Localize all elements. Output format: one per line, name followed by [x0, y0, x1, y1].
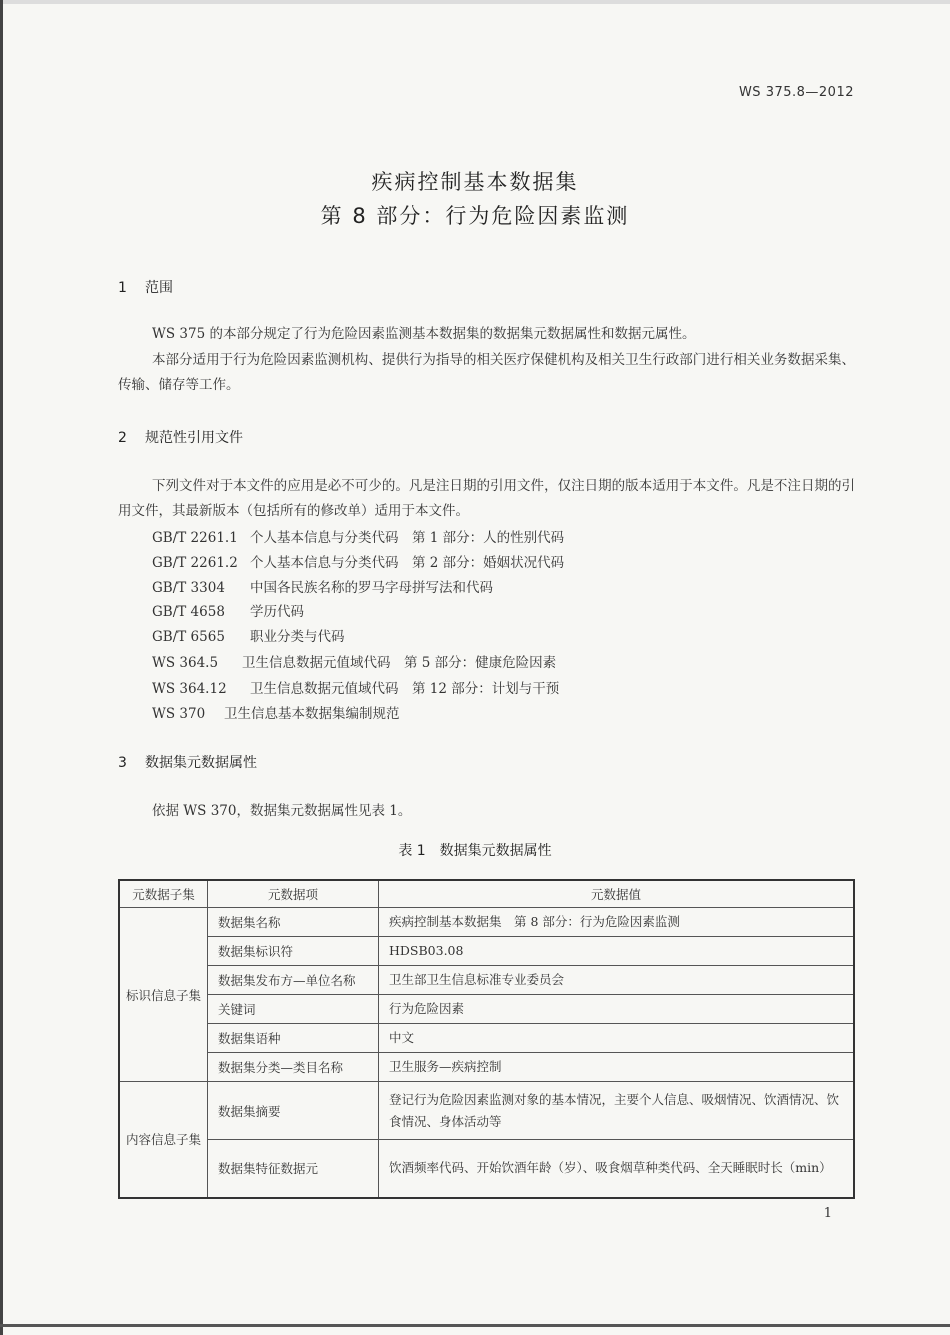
- section-number: 1: [118, 280, 127, 296]
- item-cell: 数据集名称: [208, 908, 379, 937]
- table-row: [119, 1024, 854, 1053]
- value-cell: HDSB03.08: [379, 937, 855, 966]
- reference-code: GB/T 2261.1: [152, 530, 238, 546]
- metadata-table: [118, 879, 855, 1199]
- reference-code: WS 364.5: [152, 655, 219, 671]
- subset-cell: 内容信息子集: [119, 1082, 208, 1198]
- section-title: 数据集元数据属性: [145, 755, 257, 771]
- section-number: 2: [118, 430, 127, 446]
- table-row: [119, 1140, 854, 1198]
- document-code: WS 375.8—2012: [738, 85, 854, 100]
- document-title: 疾病控制基本数据集: [371, 170, 579, 194]
- reference-item: [152, 551, 564, 571]
- column-header: 元数据项: [208, 880, 379, 908]
- document-subtitle: 第 8 部分：行为危险因素监测: [320, 204, 630, 228]
- table-row: [119, 995, 854, 1024]
- reference-title: 中国各民族名称的罗马字母拼写法和代码: [250, 580, 493, 596]
- section-title: 规范性引用文件: [145, 430, 243, 446]
- reference-code: GB/T 2261.2: [152, 555, 238, 571]
- table-row: [119, 1053, 854, 1082]
- subset-cell: 标识信息子集: [119, 908, 208, 1082]
- reference-item: [152, 600, 304, 620]
- value-cell: 登记行为危险因素监测对象的基本情况，主要个人信息、吸烟情况、饮酒情况、饮食情况、身体活动等: [379, 1082, 855, 1140]
- reference-title: 学历代码: [250, 604, 304, 620]
- value-cell: 中文: [379, 1024, 855, 1053]
- item-cell: 数据集语种: [208, 1024, 379, 1053]
- reference-code: WS 364.12: [152, 681, 227, 697]
- reference-code: GB/T 3304: [152, 580, 225, 596]
- page-number: 1: [823, 1206, 832, 1221]
- table-header-row: [119, 880, 854, 908]
- reference-item: [152, 526, 564, 546]
- table-row: [119, 937, 854, 966]
- reference-item: [152, 702, 400, 722]
- table-row: [119, 966, 854, 995]
- value-cell: 饮酒频率代码、开始饮酒年龄（岁）、吸食烟草种类代码、全天睡眠时长（min）: [379, 1140, 855, 1198]
- reference-code: WS 370: [152, 706, 206, 722]
- reference-code: GB/T 4658: [152, 604, 225, 620]
- reference-item: [152, 625, 345, 645]
- section-2-heading: [118, 427, 243, 447]
- section-title: 范围: [145, 280, 173, 296]
- reference-title: 卫生信息数据元值域代码 第 12 部分：计划与干预: [250, 681, 560, 697]
- section-3-heading: [118, 752, 257, 772]
- column-header: 元数据值: [379, 880, 855, 908]
- reference-item: [152, 651, 556, 671]
- value-cell: 卫生部卫生信息标准专业委员会: [379, 966, 855, 995]
- section-1-paragraph-1: WS 375 的本部分规定了行为危险因素监测基本数据集的数据集元数据属性和数据元属性。: [152, 326, 696, 342]
- value-cell: 行为危险因素: [379, 995, 855, 1024]
- table-row: [119, 908, 854, 937]
- scan-bottom-edge: [0, 1324, 950, 1327]
- reference-title: 个人基本信息与分类代码 第 2 部分：婚姻状况代码: [250, 555, 565, 571]
- section-2-paragraph: 下列文件对于本文件的应用是必不可少的。凡是注日期的引用文件，仅注日期的版本适用于本文件。凡是不注日期的引用文件，其最新版本（包括所有的修改单）适用于本文件。: [118, 478, 855, 519]
- reference-title: 卫生信息基本数据集编制规范: [224, 706, 400, 722]
- table-row: [119, 1082, 854, 1140]
- reference-title: 个人基本信息与分类代码 第 1 部分：人的性别代码: [250, 530, 565, 546]
- reference-item: [152, 677, 559, 697]
- section-3-paragraph: 依据 WS 370，数据集元数据属性见表 1。: [152, 803, 412, 819]
- item-cell: 关键词: [208, 995, 379, 1024]
- item-cell: 数据集发布方—单位名称: [208, 966, 379, 995]
- reference-title: 职业分类与代码: [250, 629, 345, 645]
- value-cell: 卫生服务—疾病控制: [379, 1053, 855, 1082]
- item-cell: 数据集标识符: [208, 937, 379, 966]
- item-cell: 数据集分类—类目名称: [208, 1053, 379, 1082]
- item-cell: 数据集摘要: [208, 1082, 379, 1140]
- table-caption: 表 1 数据集元数据属性: [398, 843, 552, 859]
- reference-item: [152, 576, 493, 596]
- reference-title: 卫生信息数据元值域代码 第 5 部分：健康危险因素: [242, 655, 557, 671]
- value-cell: 疾病控制基本数据集 第 8 部分：行为危险因素监测: [379, 908, 855, 937]
- section-1-heading: [118, 277, 173, 297]
- column-header: 元数据子集: [119, 880, 208, 908]
- scan-top-edge: [0, 0, 950, 4]
- item-cell: 数据集特征数据元: [208, 1140, 379, 1198]
- section-1-paragraph-2: 本部分适用于行为危险因素监测机构、提供行为指导的相关医疗保健机构及相关卫生行政部门进行相关业务数据采集、传输、储存等工作。: [118, 352, 855, 393]
- section-number: 3: [118, 755, 127, 771]
- reference-code: GB/T 6565: [152, 629, 225, 645]
